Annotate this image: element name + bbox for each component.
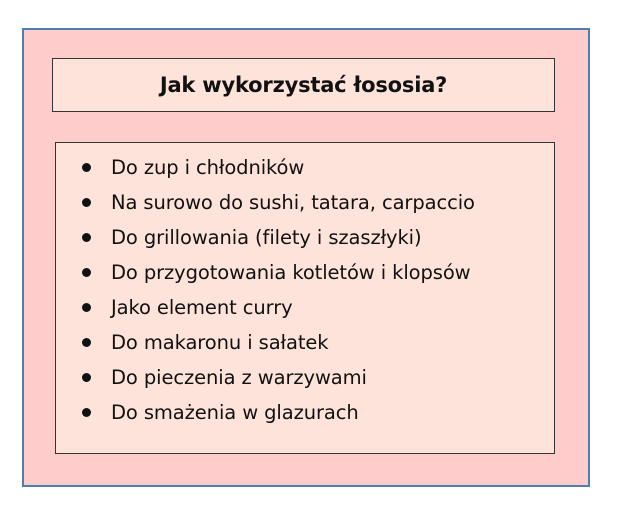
list-item <box>56 255 554 290</box>
list-item-text: Do zup i chłodników <box>111 156 305 179</box>
list-item <box>56 150 554 185</box>
bullet-icon <box>82 233 91 242</box>
title-box <box>52 58 555 112</box>
list-item <box>56 220 554 255</box>
list-item-text: Jako element curry <box>111 296 293 319</box>
list-item <box>56 395 554 430</box>
bullet-icon <box>82 408 91 417</box>
bullet-icon <box>82 338 91 347</box>
list-item-text: Na surowo do sushi, tatara, carpaccio <box>111 191 475 214</box>
page-title: Jak wykorzystać łososia? <box>159 73 448 97</box>
list-item <box>56 360 554 395</box>
bullet-icon <box>82 268 91 277</box>
list-item <box>56 325 554 360</box>
list-box <box>55 142 555 454</box>
list-item <box>56 185 554 220</box>
bullet-icon <box>82 163 91 172</box>
list-item-text: Do przygotowania kotletów i klopsów <box>111 261 471 284</box>
list-item <box>56 290 554 325</box>
list-item-text: Do smażenia w glazurach <box>111 401 359 424</box>
bullet-icon <box>82 303 91 312</box>
bullet-icon <box>82 373 91 382</box>
list-item-text: Do pieczenia z warzywami <box>111 366 367 389</box>
bullet-icon <box>82 198 91 207</box>
list-item-text: Do grillowania (filety i szaszłyki) <box>111 226 422 249</box>
uses-list <box>56 150 554 430</box>
list-item-text: Do makaronu i sałatek <box>111 331 329 354</box>
